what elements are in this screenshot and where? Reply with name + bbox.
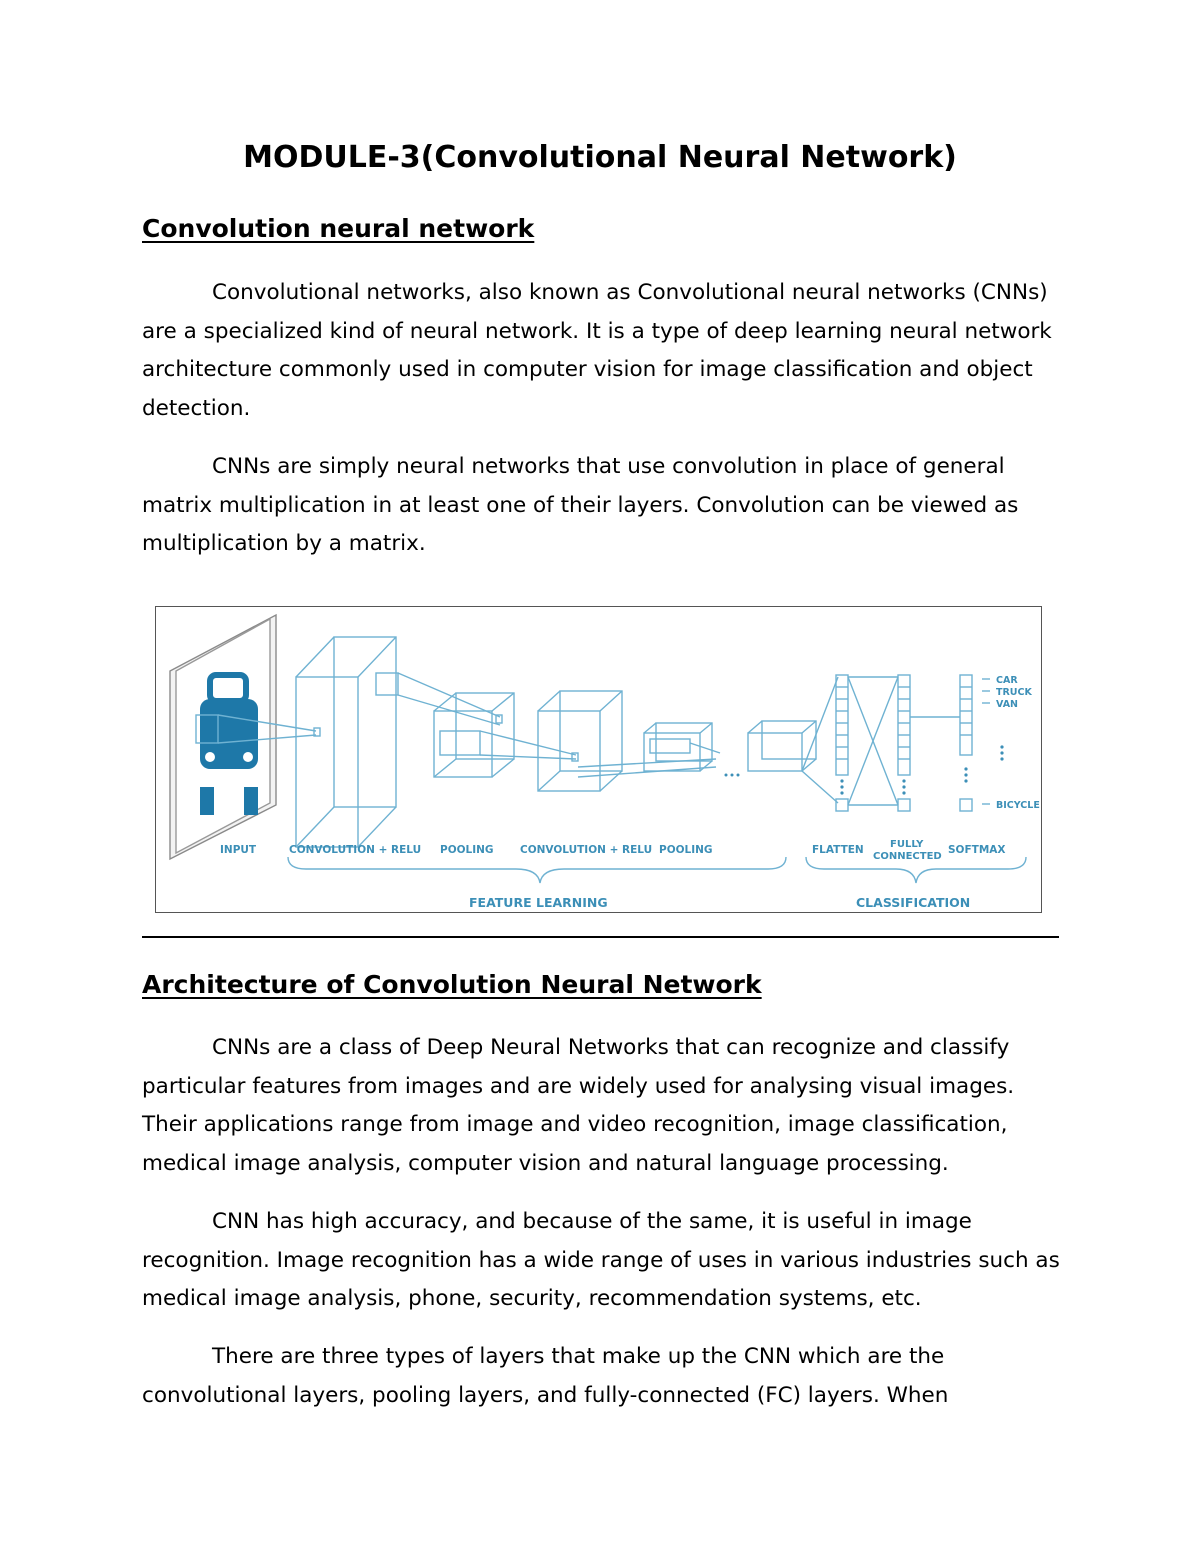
horizontal-divider xyxy=(142,936,1059,938)
paragraph-text: CNNs are a class of Deep Neural Networks that can recognize and classify particular features from images and are widely used for analysing visual images. Their applications range from image and video recognition, image classification, medical image analysis, computer vision and natural language processing. xyxy=(142,1035,1015,1176)
cnn-architecture-diagram xyxy=(155,606,1042,913)
section-heading-architecture: Architecture of Convolution Neural Network xyxy=(142,970,762,999)
label-fully: FULLY xyxy=(890,839,924,850)
label-softmax: SOFTMAX xyxy=(948,844,1006,856)
paragraph-text: Convolutional networks, also known as Convolutional neural networks (CNNs) are a specialized kind of neural network. It is a type of deep learning neural network architecture commonly used in computer vision for image classification and object detection. xyxy=(142,280,1052,421)
output-truck: TRUCK xyxy=(996,687,1032,698)
label-pool2: POOLING xyxy=(659,844,713,856)
label-connected: CONNECTED xyxy=(873,851,942,862)
label-feature-learning: FEATURE LEARNING xyxy=(469,895,608,910)
label-conv1: CONVOLUTION + RELU xyxy=(289,844,422,856)
output-van: VAN xyxy=(996,699,1019,710)
paragraph-text: CNN has high accuracy, and because of the same, it is useful in image recognition. Image recognition has a wide range of uses in various industries such as medical image analysis, phone, security, recommendation systems, etc. xyxy=(142,1209,1060,1311)
label-input: INPUT xyxy=(220,844,257,856)
paragraph xyxy=(142,448,1060,564)
paragraph xyxy=(142,1029,1060,1183)
page-title: MODULE-3(Convolutional Neural Network) xyxy=(243,140,957,175)
section-heading-cnn: Convolution neural network xyxy=(142,214,535,243)
paragraph xyxy=(142,1203,1060,1319)
output-car: CAR xyxy=(996,675,1018,686)
cnn-diagram-svg xyxy=(156,607,1040,911)
label-pool1: POOLING xyxy=(440,844,494,856)
label-conv2: CONVOLUTION + RELU xyxy=(520,844,653,856)
paragraph xyxy=(142,1338,1060,1415)
label-classification: CLASSIFICATION xyxy=(856,895,971,910)
paragraph-text: CNNs are simply neural networks that use convolution in place of general matrix multiplication in at least one of their layers. Convolution can be viewed as multiplication by a matrix. xyxy=(142,454,1019,556)
paragraph-text: There are three types of layers that make up the CNN which are the convolutional layers, pooling layers, and fully-connected (FC) layers. When xyxy=(142,1344,949,1408)
label-flatten: FLATTEN xyxy=(812,844,864,856)
output-bicycle: BICYCLE xyxy=(996,800,1040,811)
paragraph xyxy=(142,274,1060,428)
